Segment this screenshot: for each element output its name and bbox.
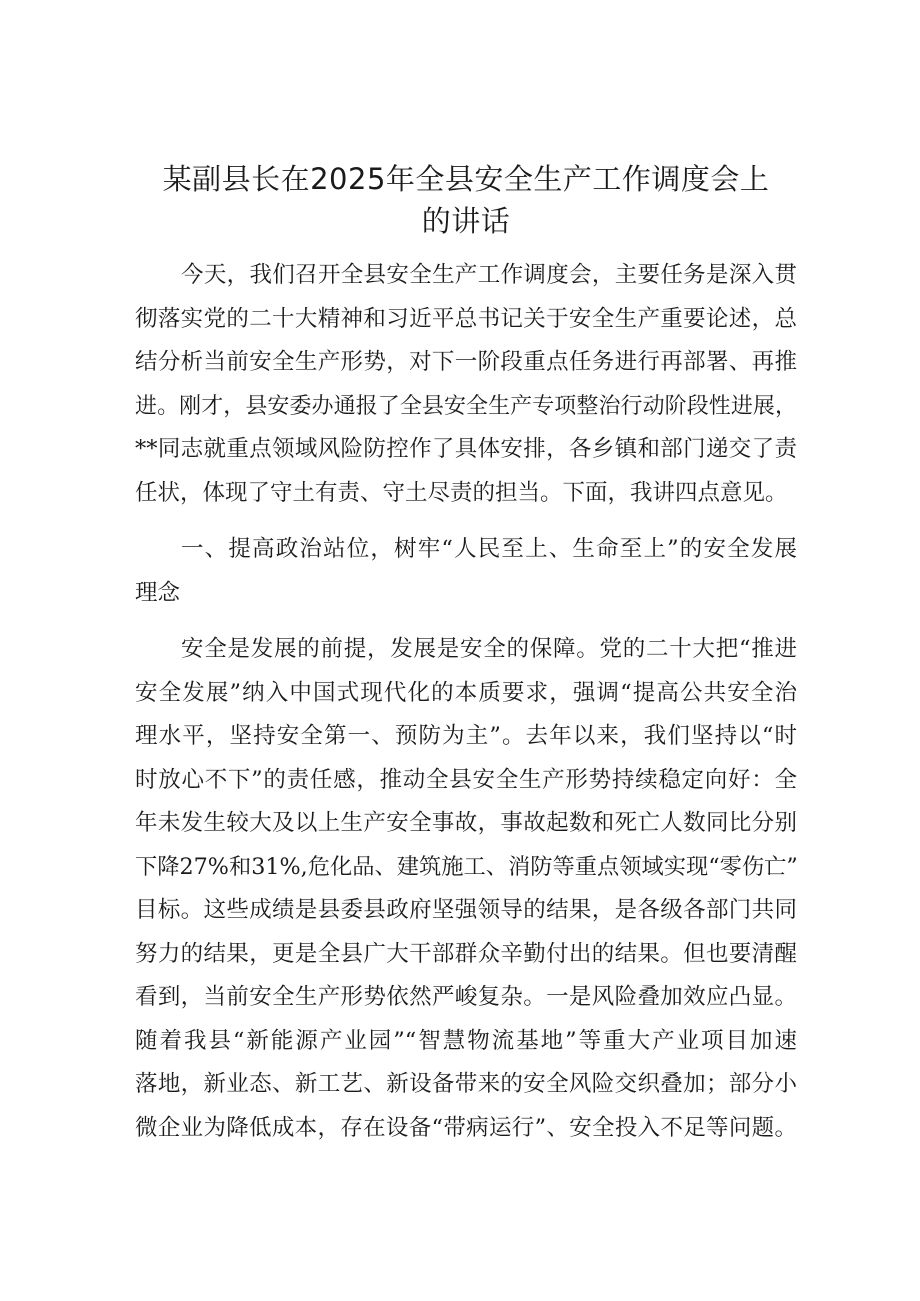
heading-line: 理念 — [135, 579, 181, 606]
paragraph-line: 年未发生较大及以上生产安全事故，事故起数和死亡人数同比分别 — [135, 810, 797, 836]
body-paragraph — [135, 628, 797, 1150]
document-title — [135, 158, 797, 242]
paragraph-line: 理水平，坚持安全第一、预防为主”。去年以来，我们坚持以“时 — [135, 723, 797, 749]
paragraph-line: 努力的结果，更是全县广大干部群众辛勤付出的结果。但也要清醒 — [135, 940, 797, 967]
paragraph-line: 安全发展”纳入中国式现代化的本质要求，强调“提高公共安全治 — [135, 679, 797, 706]
section-heading — [135, 528, 797, 615]
paragraph-line: 安全是发展的前提，发展是安全的保障。党的二十大把“推进 — [181, 636, 797, 662]
paragraph-line: 时放心不下”的责任感，推动全县安全生产形势持续稳定向好：全 — [135, 766, 797, 793]
paragraph-line: 结分析当前安全生产形势，对下一阶段重点任务进行再部署、再推 — [135, 349, 797, 375]
paragraph-line: 看到，当前安全生产形势依然严峻复杂。一是风险叠加效应凸显。 — [135, 984, 797, 1010]
opening-paragraph — [135, 254, 797, 515]
heading-line: 一、提高政治站位，树牢“人民至上、生命至上”的安全发展 — [181, 536, 797, 562]
document-page — [135, 158, 797, 1150]
paragraph-line: 下降27%和31%,危化品、建筑施工、消防等重点领域实现“零伤亡” — [135, 853, 798, 880]
paragraph-line: 微企业为降低成本，存在设备“带病运行”、安全投入不足等问题。 — [135, 1114, 797, 1141]
paragraph-line: 今天，我们召开全县安全生产工作调度会，主要任务是深入贯 — [181, 262, 797, 288]
paragraph-line: 任状，体现了守土有责、守土尽责的担当。下面，我讲四点意见。 — [135, 479, 788, 506]
paragraph-line: 目标。这些成绩是县委县政府坚强领导的结果，是各级各部门共同 — [135, 897, 797, 923]
title-line-1: 某副县长在2025年全县安全生产工作调度会上 — [162, 162, 770, 196]
paragraph-line: **同志就重点领域风险防控作了具体安排，各乡镇和部门递交了责 — [135, 436, 797, 462]
paragraph-line: 落地，新业态、新工艺、新设备带来的安全风险交织叠加；部分小 — [135, 1071, 797, 1097]
paragraph-line: 随着我县“新能源产业园”“智慧物流基地”等重大产业项目加速 — [135, 1027, 797, 1054]
paragraph-line: 彻落实党的二十大精神和习近平总书记关于安全生产重要论述，总 — [135, 305, 797, 332]
title-line-2: 的讲话 — [421, 204, 511, 238]
paragraph-line: 进。刚才，县安委办通报了全县安全生产专项整治行动阶段性进展， — [135, 393, 797, 419]
